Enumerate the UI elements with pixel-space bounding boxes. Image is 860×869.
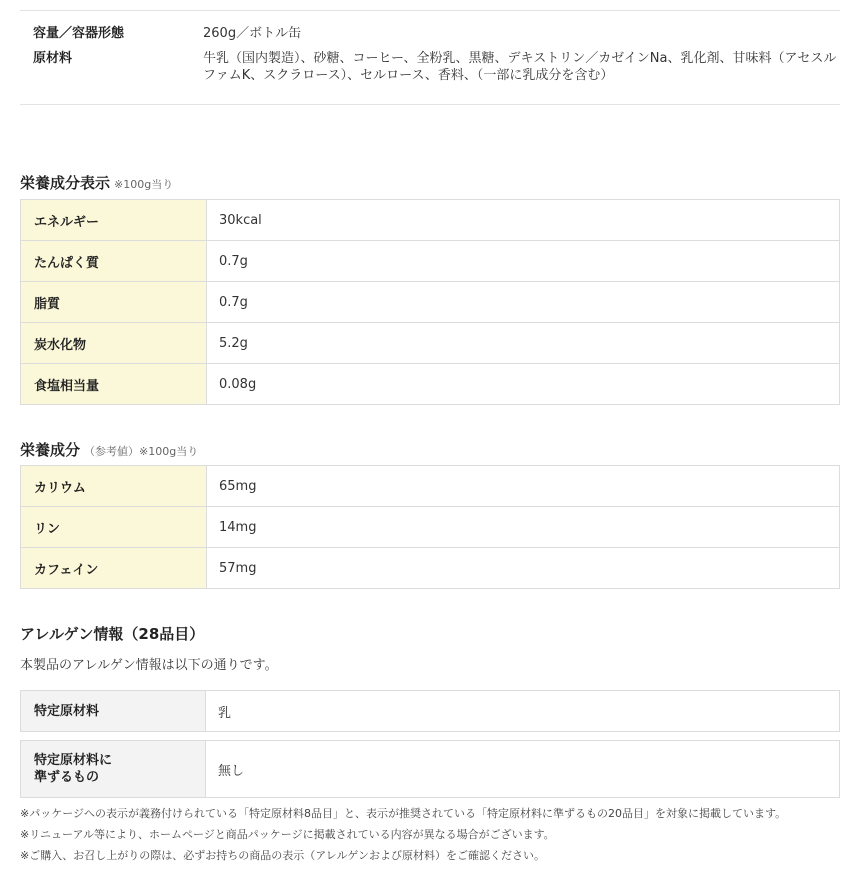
footnote: ※ご購入、お召し上がりの際は、必ずお持ちの商品の表示（アレルゲンおよび原材料）をご確認ください。 bbox=[20, 849, 546, 862]
row-value: 乳 bbox=[206, 690, 840, 732]
footnotes bbox=[20, 805, 786, 868]
nutrition-title-text: 栄養成分表示 bbox=[20, 174, 111, 192]
row-label: リン bbox=[21, 507, 207, 548]
table-row bbox=[20, 690, 840, 732]
allergy-intro: 本製品のアレルゲン情報は以下の通りです。 bbox=[20, 658, 278, 673]
nutrition-title bbox=[20, 172, 173, 193]
table-row bbox=[21, 200, 840, 241]
row-value: 0.08g bbox=[207, 364, 840, 405]
row-label: 特定原材料 bbox=[20, 690, 206, 732]
row-value: 65mg bbox=[207, 466, 840, 507]
table-row bbox=[21, 323, 840, 364]
row-value: 57mg bbox=[207, 548, 840, 589]
row-label: エネルギー bbox=[21, 200, 207, 241]
table-row bbox=[20, 740, 840, 798]
spec-value: 牛乳（国内製造）、砂糖、コーヒー、全粉乳、黒糖、デキストリン／カゼインNa、乳化剤、甘味料（アセスルファムK、スクラロース）、セルロース、香料、（一部に乳成分を含む） bbox=[203, 51, 837, 83]
nutrition-table bbox=[20, 199, 840, 405]
row-value: 5.2g bbox=[207, 323, 840, 364]
row-label: カフェイン bbox=[21, 548, 207, 589]
reference-title bbox=[20, 439, 198, 460]
reference-title-text: 栄養成分 bbox=[20, 441, 81, 459]
nutrition-title-note: ※100g当り bbox=[114, 178, 174, 191]
allergy-title: アレルゲン情報（28品目） bbox=[20, 625, 205, 643]
row-label: たんぱく質 bbox=[21, 241, 207, 282]
table-row bbox=[21, 507, 840, 548]
table-row bbox=[21, 466, 840, 507]
spec-row-ingredients bbox=[20, 50, 840, 84]
row-value: 0.7g bbox=[207, 282, 840, 323]
spec-row-capacity bbox=[20, 25, 840, 42]
product-spec-section bbox=[20, 10, 840, 105]
footnote: ※パッケージへの表示が義務付けられている「特定原材料8品目」と、表示が推奨されている「特定原材料に準ずるもの20品目」を対象に掲載しています。 bbox=[20, 807, 787, 820]
row-label: 炭水化物 bbox=[21, 323, 207, 364]
footnote: ※リニューアル等により、ホームページと商品パッケージに掲載されている内容が異なる場合がございます。 bbox=[20, 828, 555, 841]
row-label: 食塩相当量 bbox=[21, 364, 207, 405]
row-value: 14mg bbox=[207, 507, 840, 548]
row-value: 0.7g bbox=[207, 241, 840, 282]
row-label: 特定原材料に 準ずるもの bbox=[20, 740, 206, 798]
spec-label: 容量／容器形態 bbox=[33, 26, 125, 41]
table-row bbox=[21, 548, 840, 589]
table-row bbox=[21, 241, 840, 282]
allergy-table bbox=[20, 682, 840, 806]
row-value: 30kcal bbox=[207, 200, 840, 241]
row-label: 脂質 bbox=[21, 282, 207, 323]
spec-value: 260g／ボトル缶 bbox=[203, 26, 302, 41]
table-row bbox=[21, 364, 840, 405]
reference-table bbox=[20, 465, 840, 589]
row-value: 無し bbox=[206, 740, 840, 798]
spec-label: 原材料 bbox=[33, 51, 73, 66]
row-label: カリウム bbox=[21, 466, 207, 507]
table-row bbox=[21, 282, 840, 323]
reference-title-note: （参考値）※100g当り bbox=[84, 445, 199, 458]
